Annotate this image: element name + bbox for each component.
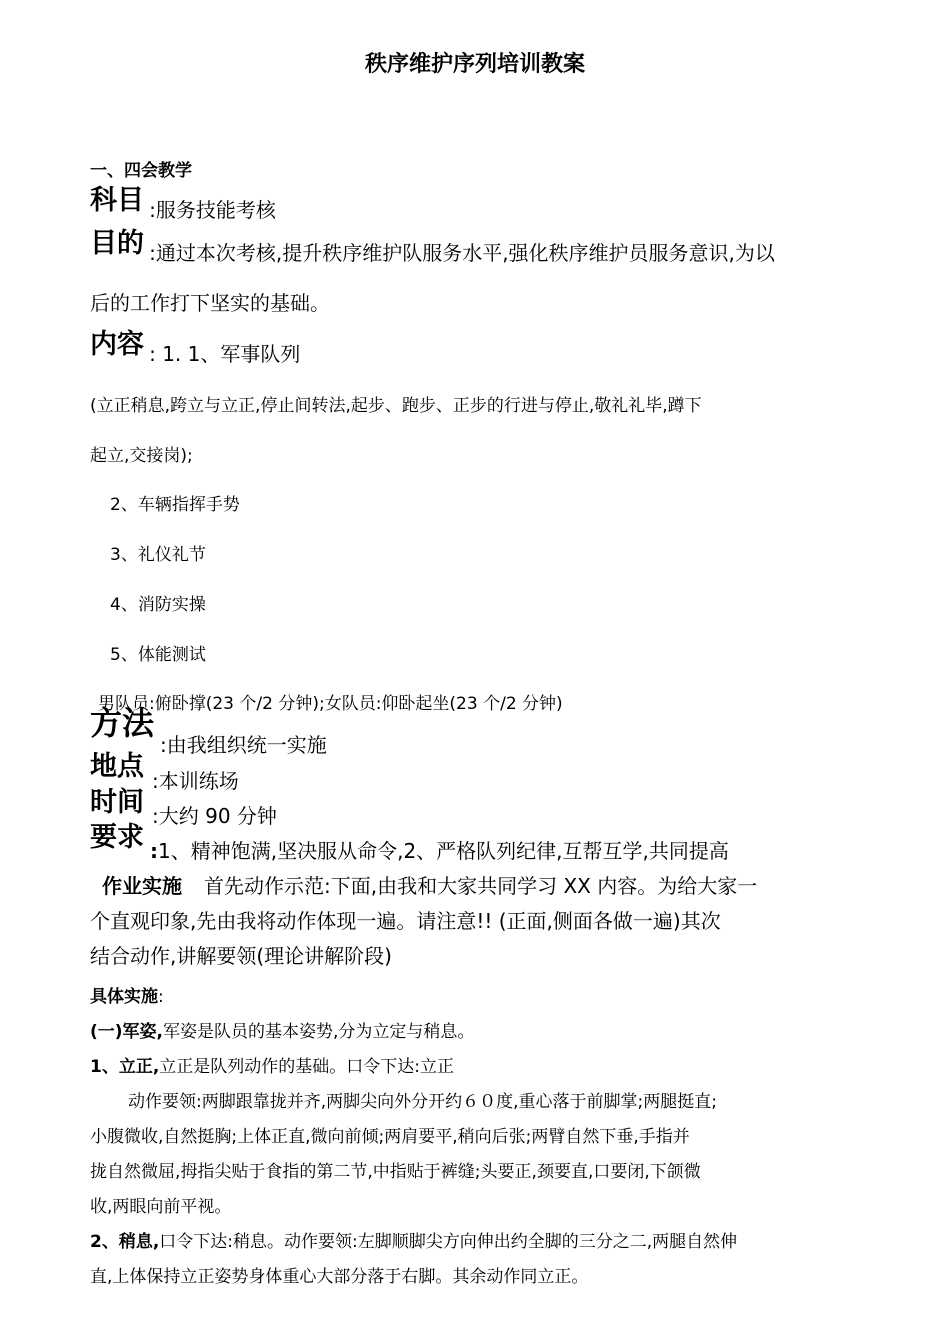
requirement-row <box>150 835 729 864</box>
implementation-label: 作业实施 <box>102 874 182 898</box>
content-item-1-detail-cont: 起立,交接岗); <box>90 446 193 466</box>
content-item-2: 2、车辆指挥手势 <box>110 495 240 515</box>
rest-label: 2、稍息, <box>90 1232 160 1252</box>
attention-row <box>90 1052 454 1077</box>
subject-row <box>90 185 276 222</box>
requirement-text: 1、精神饱满,坚决服从命令,2、严格队列纪律,互帮互学,共同提高 <box>158 839 729 863</box>
military-posture-label: (一)军姿, <box>90 1022 163 1042</box>
attention-essentials-line: 动作要领:两脚跟靠拢并齐,两脚尖向外分开约６０度,重心落于前脚掌;两腿挺直; <box>128 1092 717 1112</box>
purpose-text-cont: 后的工作打下坚实的基础。 <box>90 291 330 315</box>
attention-text: 立正是队列动作的基础。口令下达:立正 <box>159 1057 455 1077</box>
requirement-colon: : <box>150 839 158 863</box>
subject-label: 科目 <box>90 185 144 216</box>
military-posture-text: 军姿是队员的基本姿势,分为立定与稍息。 <box>163 1022 475 1042</box>
content-row <box>90 329 301 366</box>
purpose-row <box>90 228 775 265</box>
section-heading: 一、四会教学 <box>90 161 192 181</box>
time-label: 时间 <box>90 787 144 818</box>
content-item-1: : 1. 1、军事队列 <box>149 342 301 366</box>
subject-text: :服务技能考核 <box>149 198 276 222</box>
location-label: 地点 <box>90 751 144 782</box>
detail-colon: : <box>158 987 164 1007</box>
detail-heading <box>90 982 164 1007</box>
detail-label: 具体实施 <box>90 987 158 1007</box>
implementation-row <box>90 870 757 899</box>
method-label: 方法 <box>90 704 155 742</box>
content-item-5: 5、体能测试 <box>110 645 206 665</box>
implementation-text-cont: 个直观印象,先由我将动作体现一遍。请注意!! (正面,侧面各做一遍)其次 <box>90 909 721 933</box>
implementation-text-cont-2: 结合动作,讲解要领(理论讲解阶段) <box>90 944 392 968</box>
content-item-5-detail: 男队员:俯卧撑(23 个/2 分钟);女队员:仰卧起坐(23 个/2 分钟) <box>98 694 563 714</box>
attention-essentials-line: 小腹微收,自然挺胸;上体正直,微向前倾;两肩要平,稍向后张;两臂自然下垂,手指并 <box>90 1127 690 1147</box>
content-item-3: 3、礼仪礼节 <box>110 545 206 565</box>
content-label: 内容 <box>90 329 144 360</box>
rest-text: 口令下达:稍息。动作要领:左脚顺脚尖方向伸出约全脚的三分之二,两腿自然伸 <box>159 1232 738 1252</box>
military-posture-row <box>90 1017 474 1042</box>
content-item-4: 4、消防实操 <box>110 595 206 615</box>
rest-row <box>90 1227 737 1252</box>
purpose-text: :通过本次考核,提升秩序维护队服务水平,强化秩序维护员服务意识,为以 <box>149 241 775 265</box>
content-item-1-detail: (立正稍息,跨立与立正,停止间转法,起步、跑步、正步的行进与停止,敬礼礼毕,蹲下 <box>90 396 702 416</box>
attention-essentials-line: 收,两眼向前平视。 <box>90 1197 232 1217</box>
attention-label: 1、立正, <box>90 1057 160 1077</box>
time-text: :大约 90 分钟 <box>152 804 277 828</box>
implementation-text: 首先动作示范:下面,由我和大家共同学习 XX 内容。为给大家一 <box>204 874 758 898</box>
rest-text-cont: 直,上体保持立正姿势身体重心大部分落于右脚。其余动作同立正。 <box>90 1267 589 1287</box>
requirement-label: 要求 <box>90 822 144 853</box>
document-title: 秩序维护序列培训教案 <box>364 52 585 77</box>
attention-essentials-line: 拢自然微屈,拇指尖贴于食指的第二节,中指贴于裤缝;头要正,颈要直,口要闭,下颌微 <box>90 1162 701 1182</box>
location-text: :本训练场 <box>152 769 239 793</box>
method-text: :由我组织统一实施 <box>160 733 327 757</box>
purpose-label: 目的 <box>90 228 144 259</box>
